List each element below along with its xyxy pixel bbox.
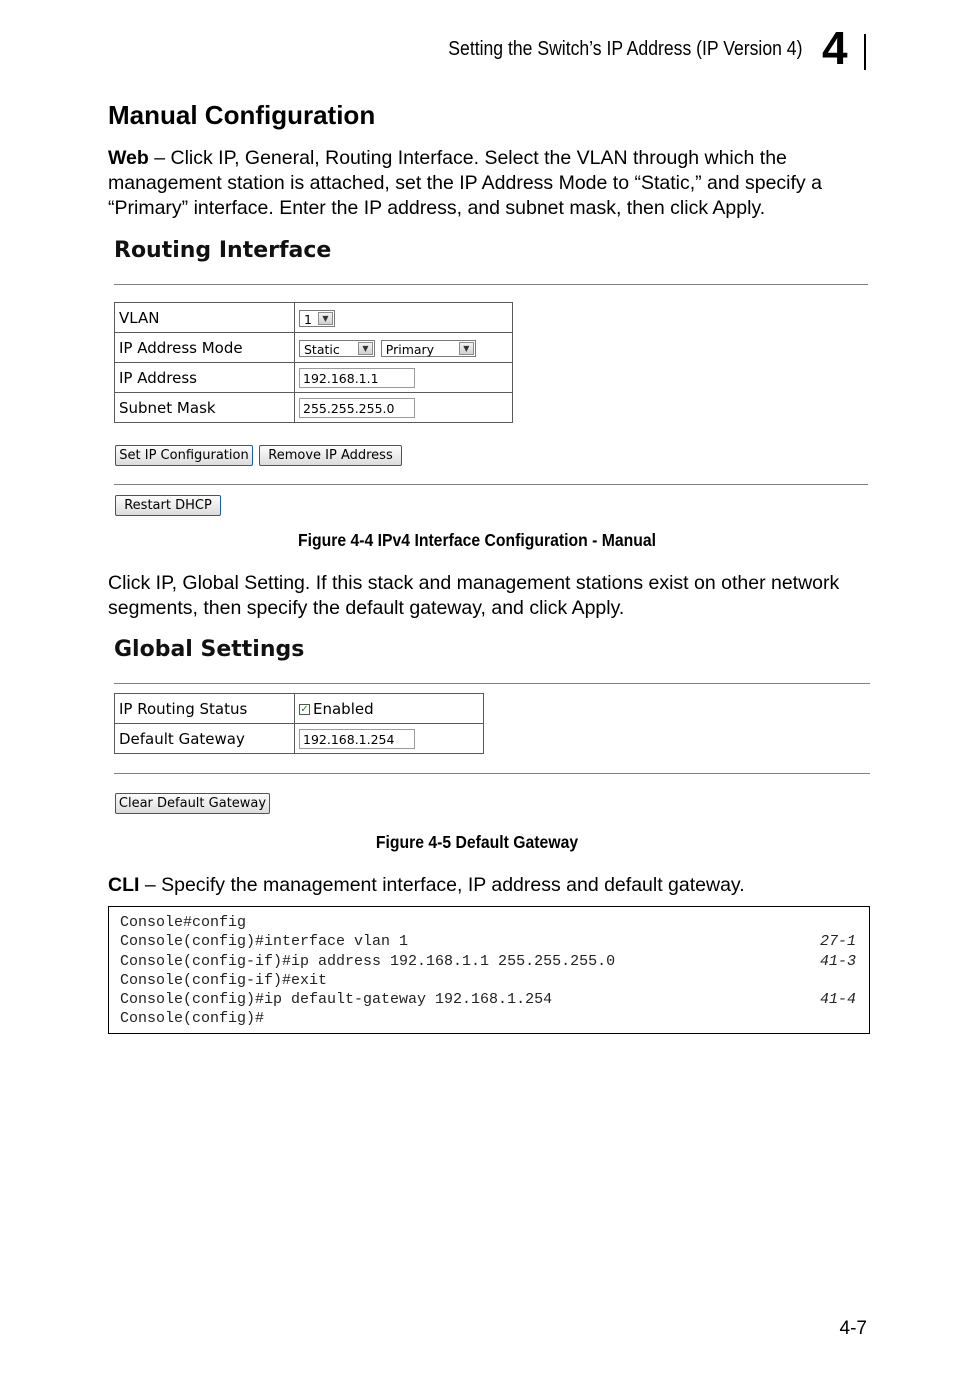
vlan-label: VLAN: [115, 303, 295, 333]
cli-page-reference: 41-3: [819, 953, 856, 970]
divider: [114, 683, 870, 684]
ip-address-mode-cell: [295, 333, 513, 363]
cli-command: Console(config)#ip default-gateway 192.168.1.254: [120, 991, 553, 1008]
subnet-mask-field[interactable]: 255.255.255.0: [299, 398, 415, 418]
restart-dhcp-button[interactable]: Restart DHCP: [115, 495, 221, 516]
divider: [114, 284, 868, 285]
cli-command: Console#config: [120, 914, 247, 931]
ip-address-mode-label: IP Address Mode: [115, 333, 295, 363]
page-number: 4-7: [839, 1318, 867, 1339]
ip-address-row: [115, 363, 513, 393]
ip-routing-status-label: IP Routing Status: [115, 694, 295, 724]
cli-command: Console(config-if)#ip address 192.168.1.1 255.255.255.0: [120, 953, 616, 970]
web-text: – Click IP, General, Routing Interface. Select the VLAN through which the management station is attached, set the IP Address Mode to “Static,” and specify a “Primary” interface. Enter the IP address, and subnet mask, then click Apply.: [108, 147, 822, 219]
vlan-cell: [295, 303, 513, 333]
ip-routing-status-row: [115, 694, 484, 724]
web-lead: Web: [108, 147, 149, 169]
ip-address-field[interactable]: 192.168.1.1: [299, 368, 415, 388]
chapter-tab: [822, 22, 866, 74]
ip-address-cell: [295, 363, 513, 393]
cli-command: Console(config)#interface vlan 1: [120, 933, 409, 950]
clear-default-gateway-button[interactable]: Clear Default Gateway: [115, 793, 270, 814]
enabled-label: Enabled: [313, 699, 374, 718]
routing-interface-form: [114, 302, 513, 423]
figure-4-5-caption: Figure 4-5 Default Gateway: [375, 832, 579, 852]
interface-type-value: Primary: [385, 341, 435, 357]
remove-ip-address-button[interactable]: Remove IP Address: [259, 445, 402, 466]
divider: [114, 484, 868, 485]
ip-mode-select[interactable]: [299, 340, 375, 357]
vlan-value: 1: [304, 311, 312, 327]
interface-type-select[interactable]: [381, 340, 476, 357]
cli-lead: CLI: [108, 874, 140, 896]
default-gateway-cell: [295, 724, 484, 754]
running-header-title: Setting the Switch’s IP Address (IP Version 4): [447, 38, 802, 60]
chapter-number: 4: [822, 22, 848, 74]
global-settings-form: [114, 693, 484, 754]
cli-command: Console(config-if)#exit: [120, 972, 328, 989]
cli-text: – Specify the management interface, IP address and default gateway.: [139, 874, 745, 896]
chevron-down-icon: ▼: [459, 342, 474, 355]
ip-address-mode-row: [115, 333, 513, 363]
routing-interface-title: Routing Interface: [114, 238, 332, 263]
global-settings-title: Global Settings: [114, 637, 305, 662]
enabled-checkbox[interactable]: ✓: [300, 703, 309, 715]
cli-page-reference: 41-4: [819, 991, 856, 1008]
cli-code-block: [108, 906, 870, 1034]
subnet-mask-cell: [295, 393, 513, 423]
default-gateway-label: Default Gateway: [115, 724, 295, 754]
subnet-mask-row: [115, 393, 513, 423]
section-title: Manual Configuration: [108, 100, 376, 130]
default-gateway-row: [115, 724, 484, 754]
cli-page-reference: 27-1: [819, 933, 856, 950]
web-instructions: [108, 146, 878, 221]
ip-mode-value: Static: [304, 341, 340, 357]
vlan-row: [115, 303, 513, 333]
set-ip-configuration-button[interactable]: Set IP Configuration: [115, 445, 253, 466]
cli-instructions: [108, 873, 878, 898]
chevron-down-icon: ▼: [358, 342, 373, 355]
default-gateway-field[interactable]: 192.168.1.254: [299, 729, 415, 749]
cli-command: Console(config)#: [120, 1010, 265, 1027]
subnet-mask-label: Subnet Mask: [115, 393, 295, 423]
chapter-divider: [864, 34, 866, 70]
divider: [114, 773, 870, 774]
chevron-down-icon: ▼: [318, 312, 333, 325]
ip-address-label: IP Address: [115, 363, 295, 393]
global-instructions: Click IP, Global Setting. If this stack and management stations exist on other network segments, then specify the default gateway, and click Apply.: [108, 572, 840, 619]
figure-4-4-caption: Figure 4-4 IPv4 Interface Configuration - Manual: [298, 530, 656, 550]
ip-routing-status-cell: [295, 694, 484, 724]
vlan-select[interactable]: [299, 310, 335, 327]
